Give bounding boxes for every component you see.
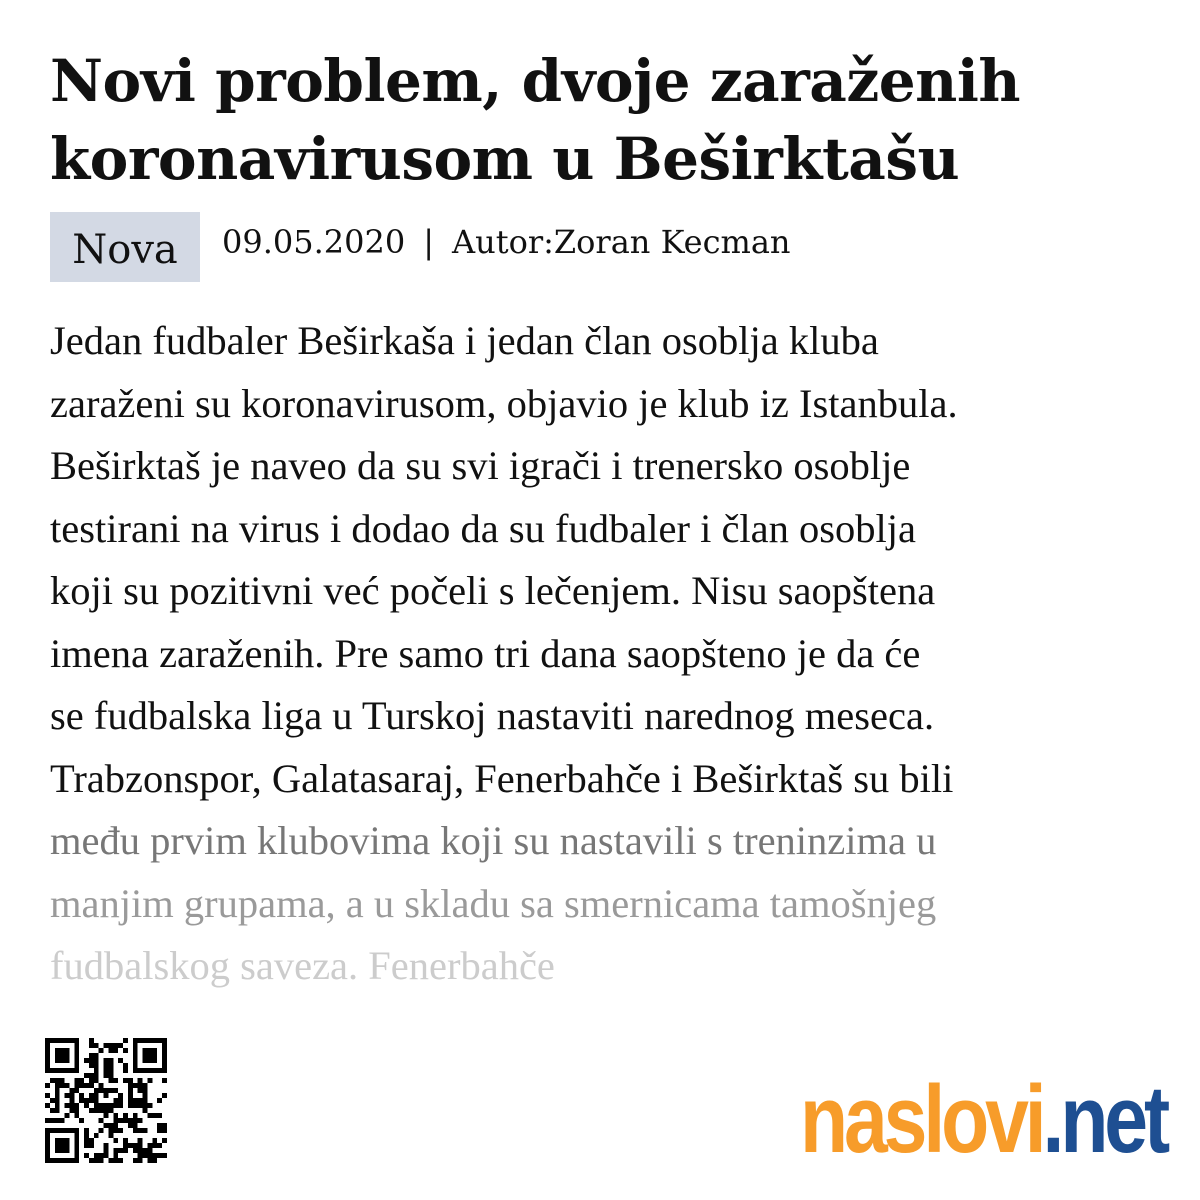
naslovi-logo[interactable] <box>800 1058 1167 1173</box>
meta-info <box>222 223 791 261</box>
body-line: fudbalskog saveza. Fenerbahče <box>50 943 555 988</box>
article-title: Novi problem, dvoje zaraženih koronavirusom u Beširktašu <box>50 47 1021 193</box>
article-meta <box>50 212 791 282</box>
body-line: Trabzonspor, Galatasaraj, Fenerbahče i Beširktaš su bili <box>50 755 954 801</box>
body-line: manjim grupama, a u skladu sa smernicama tamošnjeg <box>50 880 937 926</box>
body-line: imena zaraženih. Pre samo tri dana saopšteno je da će <box>50 630 921 676</box>
body-line: Jedan fudbaler Beširkaša i jedan član osoblja kluba <box>50 318 879 363</box>
body-line: zaraženi su koronavirusom, objavio je klub iz Istanbula. <box>50 380 958 426</box>
source-badge[interactable]: Nova <box>50 212 200 282</box>
meta-separator: | <box>423 223 434 261</box>
body-line: Beširktaš je naveo da su svi igrači i trenersko osoblje <box>50 443 911 488</box>
logo-text-net: .net <box>1042 1066 1167 1173</box>
body-line: među prvim klubovima koji su nastavili s treninzima u <box>50 818 937 863</box>
author-name: Autor:Zoran Kecman <box>452 223 791 261</box>
body-line: se fudbalska liga u Turskoj nastaviti narednog meseca. <box>50 693 935 738</box>
publish-date: 09.05.2020 <box>222 223 406 261</box>
body-line: koji su pozitivni već počeli s lečenjem. Nisu saopštena <box>50 568 936 613</box>
logo-text-naslovi: naslovi <box>800 1066 1043 1173</box>
article-body <box>50 310 1170 998</box>
body-line: testirani na virus i dodao da su fudbaler i član osoblja <box>50 505 917 551</box>
qr-code-icon[interactable] <box>45 1038 167 1163</box>
